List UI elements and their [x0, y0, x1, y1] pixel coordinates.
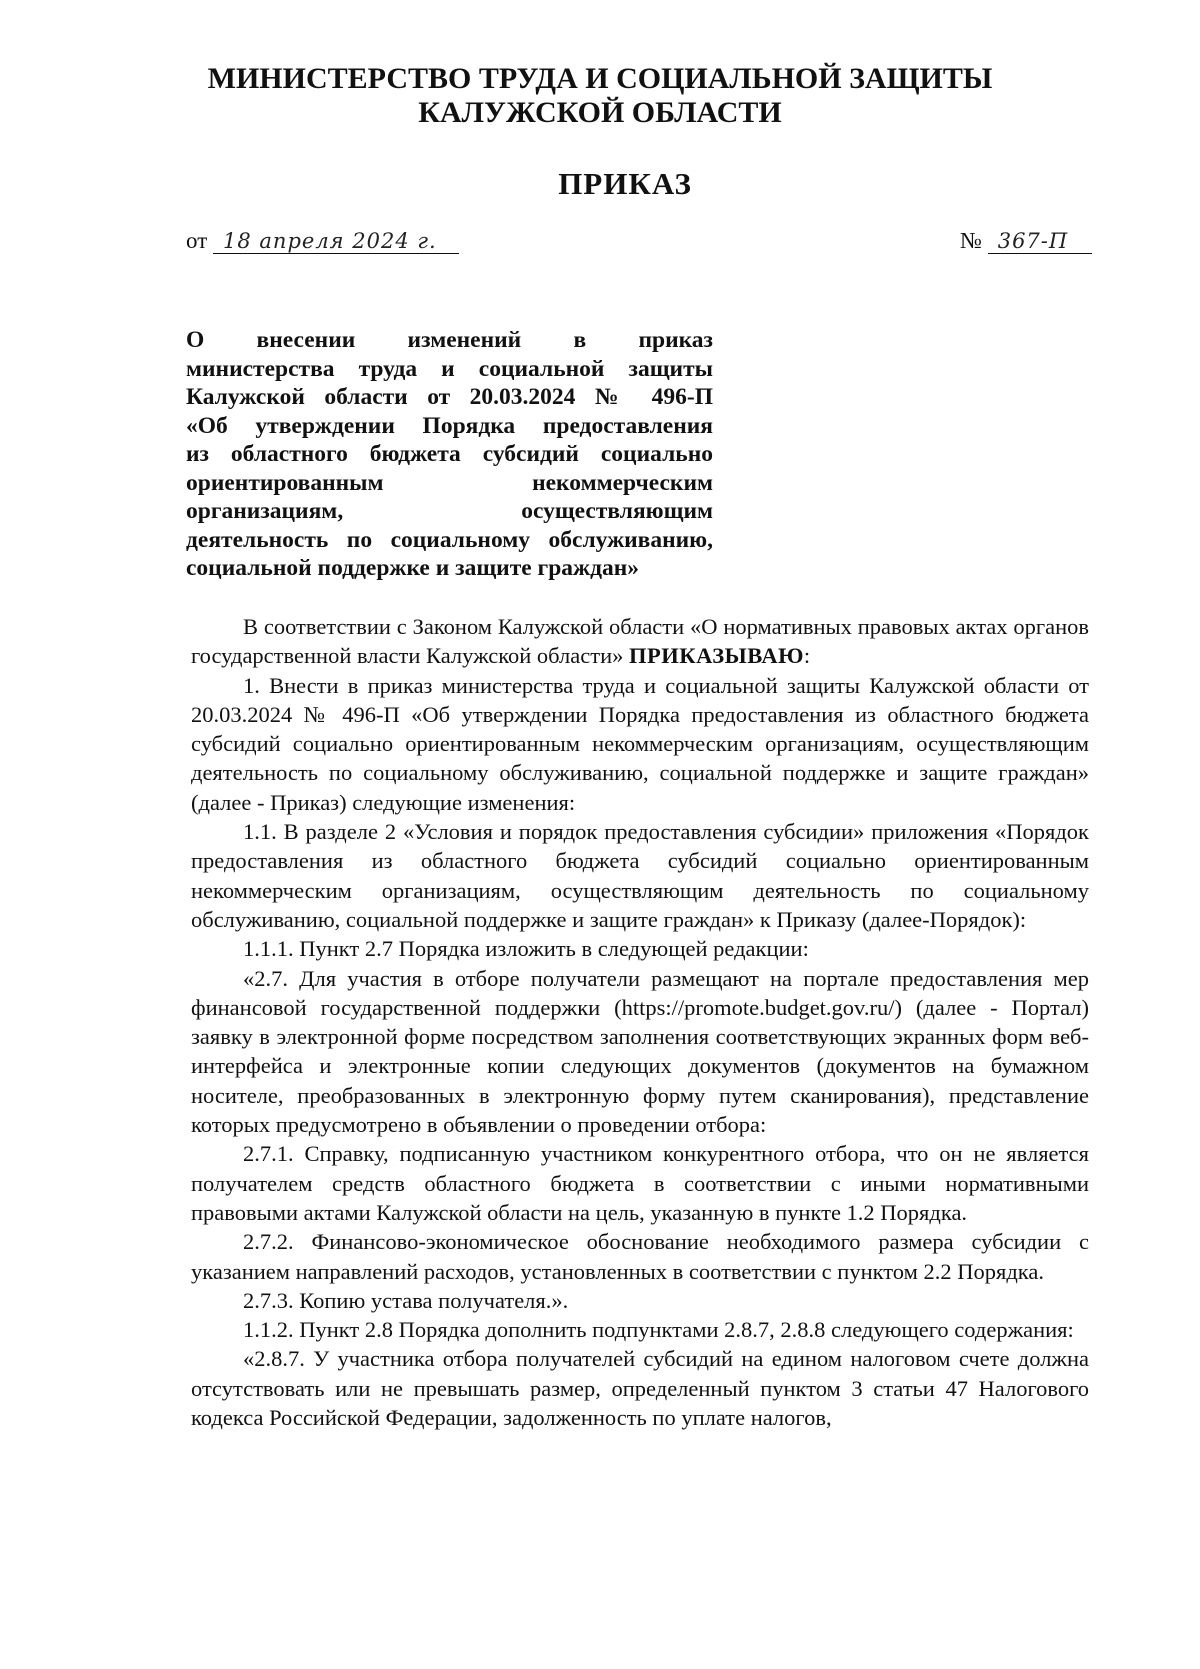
body-paragraph: «2.7. Для участия в отборе получатели размещают на портале предоставления мер финансовой государственной поддержки (https://promote.budget.gov.ru/) (далее - Портал) заявку в электронной форме посредством заполнения соответствующих экранных форм веб-интерфейса и электронные копии следующих документов (документов на бумажном носителе, преобразованных в электронную форму путем сканирования), представление которых предусмотрено в объявлении о проведении отбора: — [191, 965, 1089, 1138]
number-line — [960, 228, 1092, 254]
body-paragraph: 2.7.3. Копию устава получателя.». — [243, 1287, 569, 1313]
heading-line: организациям, осуществляющим — [186, 498, 713, 524]
heading-line: из областного бюджета субсидий социально — [186, 441, 713, 467]
order-subject-heading — [186, 326, 713, 583]
document-type: ПРИКАЗ — [558, 166, 692, 201]
heading-line: О внесении изменений в приказ — [186, 327, 713, 353]
date-prefix: от — [186, 228, 208, 253]
body-paragraph: 2.7.2. Финансово-экономическое обоснование необходимого размера субсидии с указанием направлений расходов, установленных в соответствии с пунктом 2.2 Порядка. — [191, 1229, 1089, 1284]
ministry-name-line-2: КАЛУЖСКОЙ ОБЛАСТИ — [418, 96, 782, 129]
date-line — [186, 228, 459, 254]
command-word: ПРИКАЗЫВАЮ — [629, 643, 804, 669]
body-paragraph: 1.1. В разделе 2 «Условия и порядок предоставления субсидии» приложения «Порядок предоставления из областного бюджета субсидий социально ориентированным некоммерческим организациям, осуществляющим деятельность по социальному обслуживанию, социальной поддержке и защите граждан» к Приказу (далее-Порядок): — [191, 819, 1089, 932]
heading-line: Калужской области от 20.03.2024 № 496-П — [186, 384, 713, 410]
document-body — [191, 612, 1089, 1432]
heading-line: деятельность по социальному обслуживанию, — [186, 526, 713, 553]
body-paragraph: 1.1.1. Пункт 2.7 Порядка изложить в следующей редакции: — [243, 936, 809, 962]
intro-paragraph — [191, 612, 1089, 671]
ministry-name — [0, 62, 1200, 130]
ministry-name-line-1: МИНИСТЕРСТВО ТРУДА И СОЦИАЛЬНОЙ ЗАЩИТЫ — [207, 62, 993, 95]
body-paragraph: 1.1.2. Пункт 2.8 Порядка дополнить подпунктами 2.8.7, 2.8.8 следующего содержания: — [243, 1317, 1074, 1343]
body-paragraph: 1. Внести в приказ министерства труда и социальной защиты Калужской области от 20.03.2024 № 496-П «Об утверждении Порядка предоставления из областного бюджета субсидий социально ориентированным некоммерческим организациям, осуществляющим деятельность по социальному обслуживанию, социальной поддержке и защите граждан» (далее - Приказ) следующие изменения: — [191, 672, 1089, 815]
handwritten-date: 18 апреля 2024 г. — [213, 229, 459, 254]
intro-text: В соответствии с Законом Калужской области «О нормативных правовых актах органов государственной власти Калужской области» — [191, 614, 1089, 669]
heading-line: социальной поддержке и защите граждан» — [186, 555, 640, 581]
heading-line: министерства труда и социальной защиты — [186, 355, 713, 382]
body-paragraph: 2.7.1. Справку, подписанную участником конкурентного отбора, что он не является получателем средств областного бюджета в соответствии с иными нормативными правовыми актами Калужской области на цель, указанную в пункте 1.2 Порядка. — [191, 1141, 1089, 1225]
body-paragraph: «2.8.7. У участника отбора получателей субсидий на едином налоговом счете должна отсутствовать или не превышать размер, определенный пунктом 3 статьи 47 Налогового кодекса Российской Федерации, задолженность по уплате налогов, — [191, 1346, 1089, 1431]
handwritten-number: 367-П — [988, 229, 1092, 254]
number-prefix: № — [960, 228, 982, 253]
heading-line: «Об утверждении Порядка предоставления — [186, 412, 713, 439]
intro-end: : — [803, 643, 811, 669]
heading-line: ориентированным некоммерческим — [186, 469, 713, 496]
